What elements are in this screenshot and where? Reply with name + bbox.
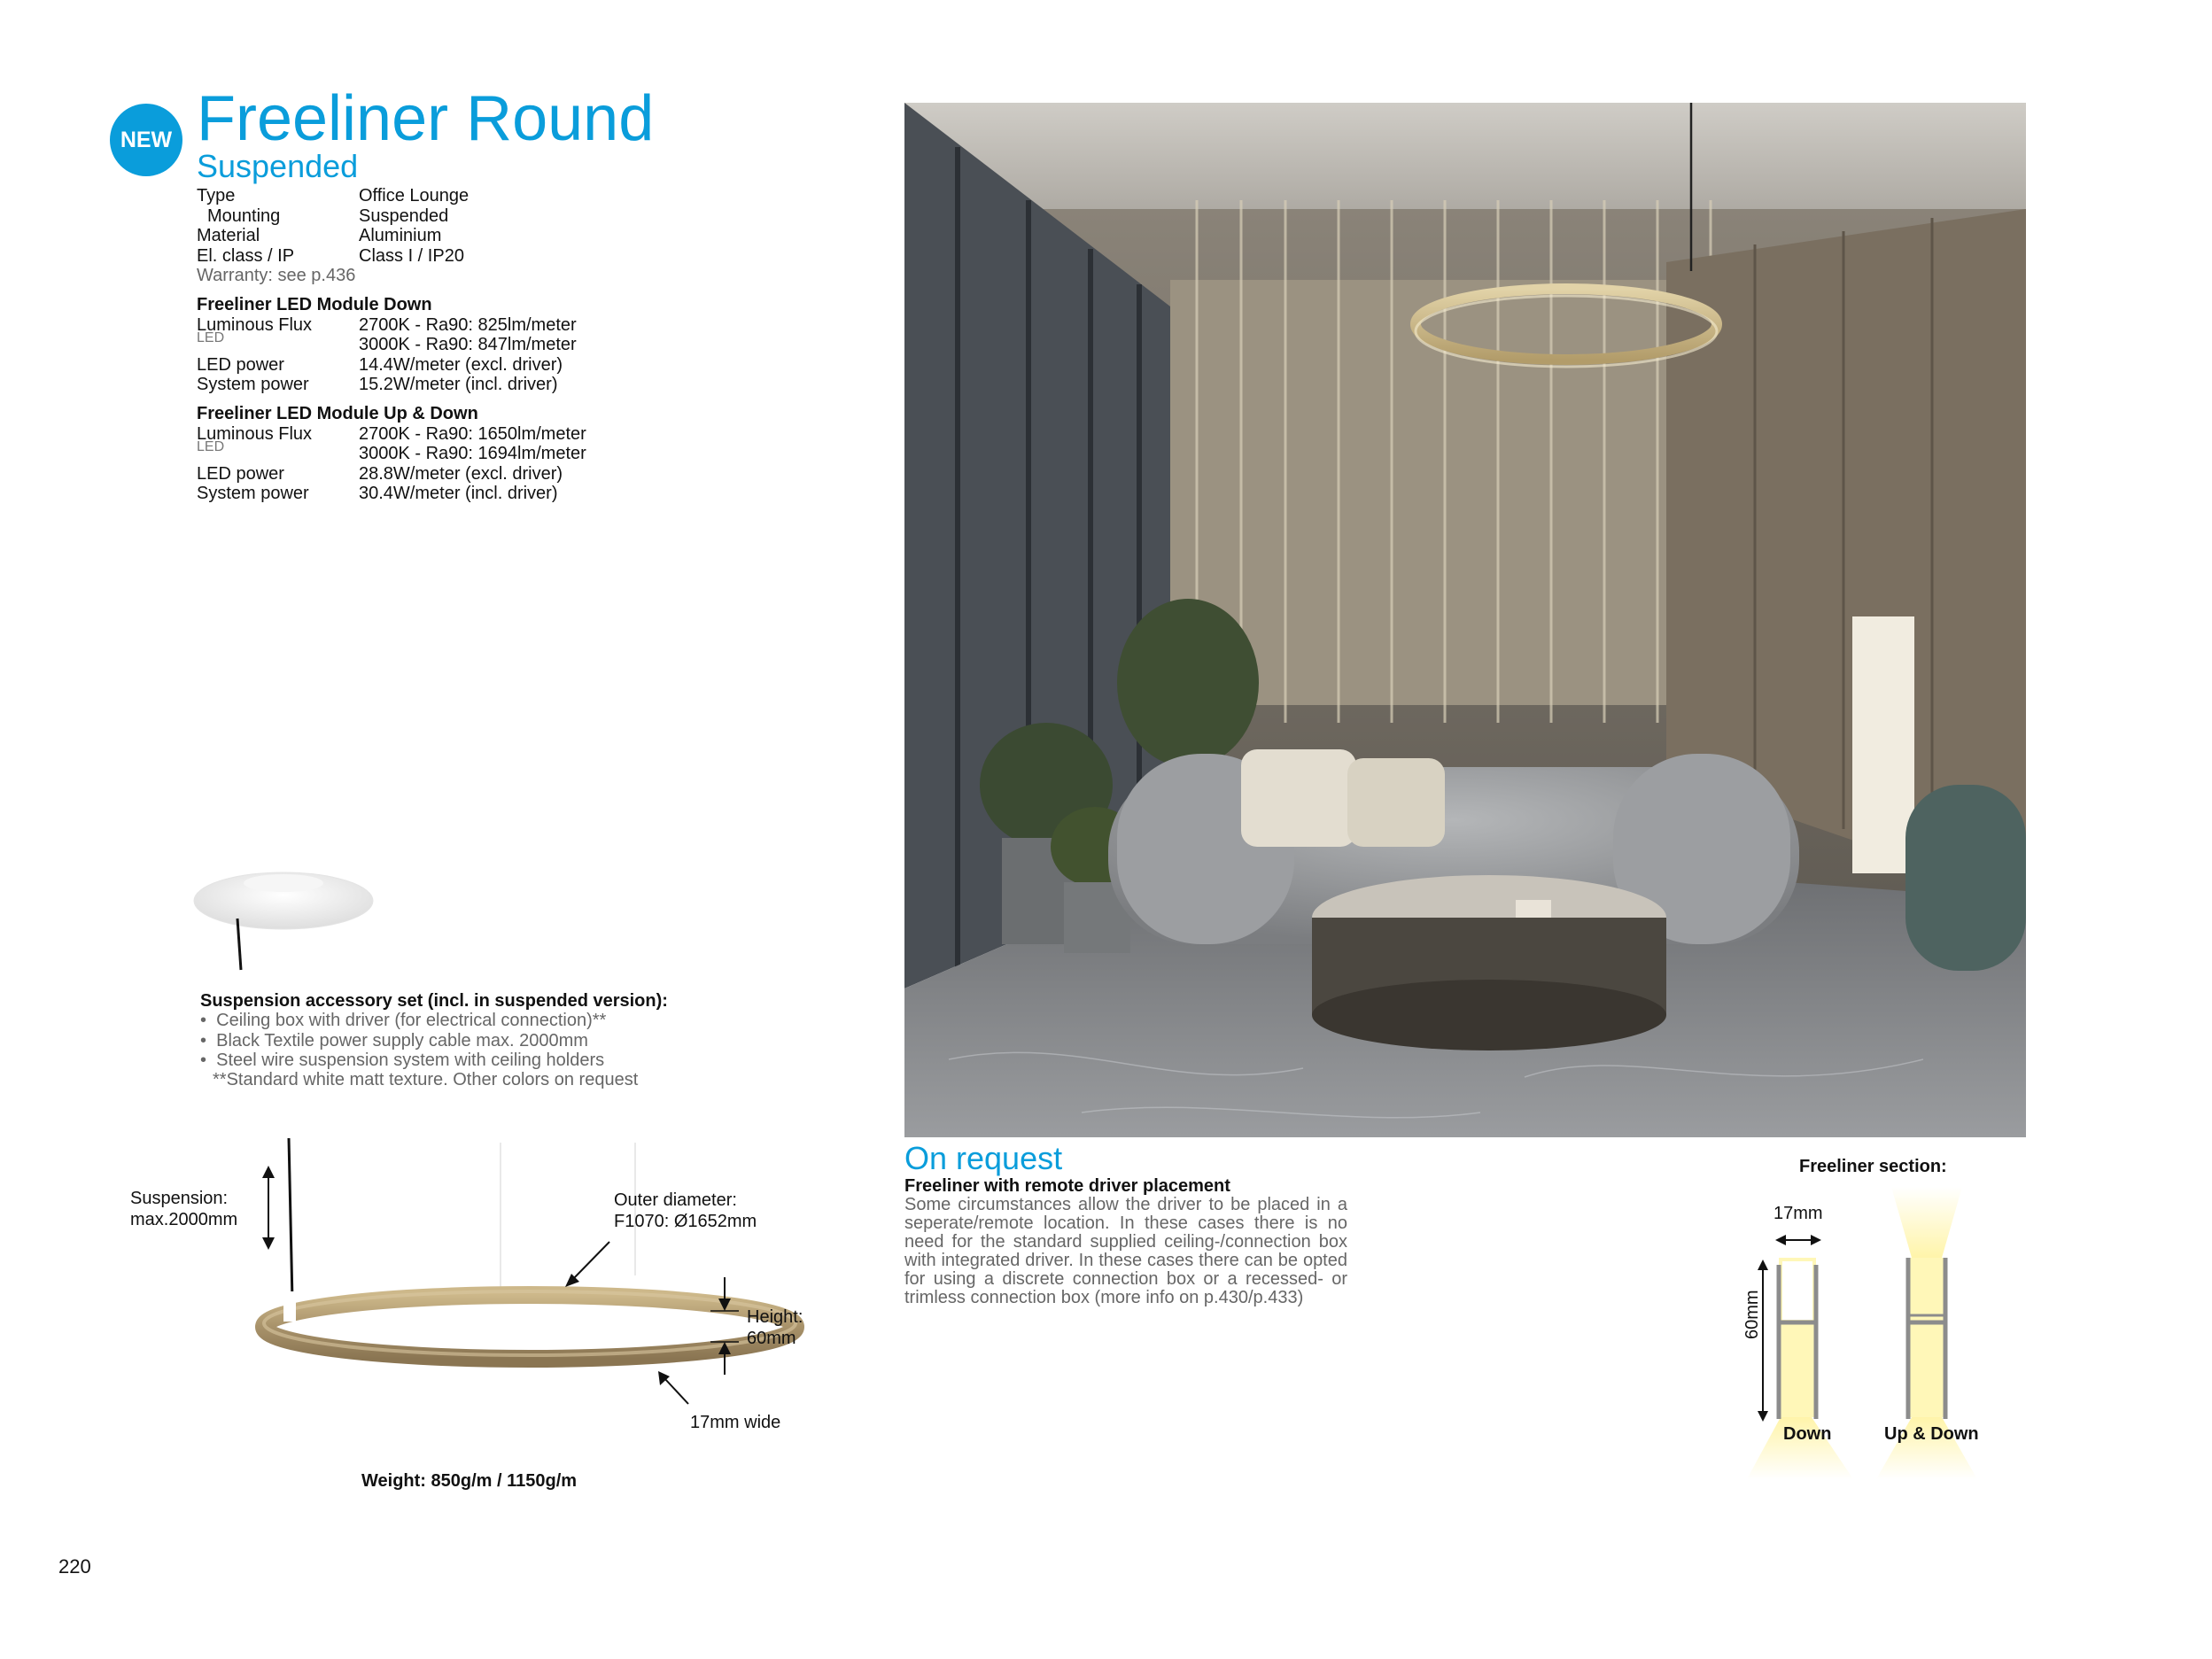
spec-material-value: Aluminium — [359, 226, 442, 245]
on-request-body: Some circumstances allow the driver to be placed in a seperate/remote location. In these cases there is no need for the standard supplied ceiling-/connection box with integrated driver. In these cases there can be opted for using a discrete connection box or a recessed- or trimless connection box (more info on p.430/p.433) — [904, 1195, 1347, 1307]
list-item: • Ceiling box with driver (for electrical connection)** — [200, 1011, 607, 1031]
module-down-flux-1: 2700K - Ra90: 825lm/meter — [359, 314, 577, 335]
accessory-heading: Suspension accessory set (incl. in suspended version): — [200, 991, 668, 1011]
section-title: Freeliner section: — [1799, 1157, 1947, 1176]
outer-diameter-label: Outer diameter: F1070: Ø1652mm — [614, 1190, 757, 1231]
weight-label: Weight: 850g/m / 1150g/m — [361, 1471, 578, 1491]
product-subtitle: Suspended — [197, 148, 359, 184]
product-dimension-drawing — [124, 1134, 833, 1444]
accessory-note: **Standard white matt texture. Other colors on request — [213, 1070, 639, 1090]
spec-type-value: Office Lounge — [359, 186, 470, 205]
module-down-power-value: 14.4W/meter (excl. driver) — [359, 354, 563, 375]
on-request-heading: Freeliner with remote driver placement — [904, 1176, 1230, 1196]
module-updown-flux-sub: LED — [197, 438, 225, 454]
accessory-block — [200, 991, 668, 1089]
module-updown-flux-label: Luminous Flux — [197, 423, 313, 444]
module-updown-flux-1: 2700K - Ra90: 1650lm/meter — [359, 423, 586, 444]
spec-material-label: Material — [197, 226, 260, 245]
ceiling-box-image — [186, 864, 381, 979]
module-down-heading: Freeliner LED Module Down — [197, 295, 432, 314]
spec-mounting-value: Suspended — [359, 205, 449, 226]
height-label: Height: 60mm — [747, 1307, 803, 1348]
module-down-system-label: System power — [197, 375, 309, 394]
interior-photo — [904, 103, 2026, 1137]
product-title: Freeliner Round — [197, 83, 655, 154]
module-updown-system-value: 30.4W/meter (incl. driver) — [359, 484, 558, 503]
module-updown-power-label: LED power — [197, 463, 284, 484]
module-updown-power-value: 28.8W/meter (excl. driver) — [359, 463, 563, 484]
module-updown-system-label: System power — [197, 484, 309, 503]
section-width-label: 17mm — [1773, 1204, 1823, 1223]
module-down-flux-label: Luminous Flux — [197, 314, 313, 335]
module-down-power-label: LED power — [197, 354, 284, 375]
on-request-title: On request — [904, 1140, 1063, 1176]
page-number: 220 — [58, 1555, 91, 1578]
spec-mounting-label: Mounting — [207, 205, 281, 226]
new-badge: NEW — [110, 104, 182, 176]
spec-type-label: Type — [197, 186, 236, 205]
section-height-label: 60mm — [1742, 1290, 1762, 1339]
module-down-system-value: 15.2W/meter (incl. driver) — [359, 375, 558, 394]
spec-elclass-label: El. class / IP — [197, 245, 295, 266]
section-updown-label: Up & Down — [1884, 1424, 1979, 1444]
module-down-flux-sub: LED — [197, 329, 225, 345]
spec-elclass-value: Class I / IP20 — [359, 245, 464, 266]
section-down-label: Down — [1783, 1424, 1832, 1444]
list-item: • Steel wire suspension system with ceiling holders — [200, 1050, 605, 1070]
module-updown-flux-2: 3000K - Ra90: 1694lm/meter — [359, 444, 586, 463]
width-label: 17mm wide — [690, 1413, 781, 1432]
list-item: • Black Textile power supply cable max. 2000mm — [200, 1030, 588, 1050]
suspension-label: Suspension: max.2000mm — [130, 1189, 238, 1229]
spec-warranty: Warranty: see p.436 — [197, 266, 356, 285]
module-updown-heading: Freeliner LED Module Up & Down — [197, 404, 478, 423]
module-down-flux-2: 3000K - Ra90: 847lm/meter — [359, 335, 577, 354]
